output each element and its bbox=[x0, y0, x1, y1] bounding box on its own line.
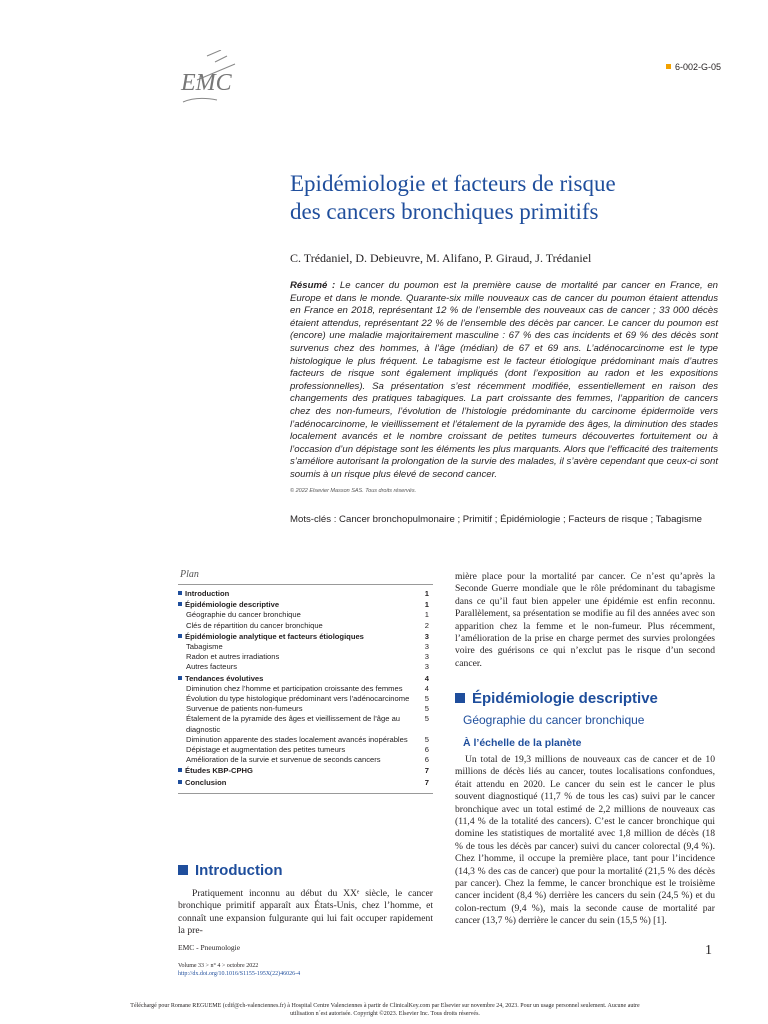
plan-bullet-icon bbox=[178, 591, 182, 595]
introduction-heading-text: Introduction bbox=[195, 862, 283, 879]
plan-entry-label: Géographie du cancer bronchique bbox=[186, 610, 301, 620]
document-number bbox=[666, 62, 721, 72]
copyright: © 2022 Elsevier Masson SAS. Tous droits réservés. bbox=[290, 488, 417, 494]
plan-entry-label: Clés de répartition du cancer bronchique bbox=[186, 620, 323, 630]
plan-entry-label: Introduction bbox=[185, 589, 230, 598]
footer-journal: EMC - Pneumologie bbox=[178, 943, 241, 952]
plan-entry[interactable] bbox=[178, 662, 433, 672]
plan-entry-label: Tabagisme bbox=[186, 642, 223, 652]
plan-divider bbox=[178, 584, 433, 585]
plan-entry-page: 1 bbox=[424, 589, 429, 598]
plan-divider-bottom bbox=[178, 793, 433, 794]
plan-entry[interactable] bbox=[178, 745, 433, 755]
plan-entry-page: 6 bbox=[424, 755, 429, 765]
plan-box bbox=[178, 569, 433, 794]
plan-entry-label: Survenue de patients non-fumeurs bbox=[186, 704, 303, 714]
footer-volume-text: Volume 33 > n° 4 > octobre 2022 bbox=[178, 963, 259, 969]
logo-text: EMC bbox=[181, 70, 232, 96]
plan-entry-label: Épidémiologie descriptive bbox=[185, 600, 280, 610]
keywords-text: Cancer bronchopulmonaire ; Primitif ; Épidémiologie ; Facteurs de risque ; Tabagisme bbox=[336, 514, 703, 525]
plan-entry[interactable] bbox=[178, 778, 433, 788]
plan-entry-label: Épidémiologie analytique et facteurs étiologiques bbox=[185, 631, 364, 641]
plan-entry-page: 5 bbox=[424, 704, 429, 714]
plan-entry-label: Dépistage et augmentation des petites tumeurs bbox=[186, 745, 346, 755]
plan-entry-label: Études KBP-CPHG bbox=[185, 766, 253, 776]
plan-entry[interactable] bbox=[178, 694, 433, 704]
emc-logo bbox=[177, 50, 239, 110]
plan-entry-label: Amélioration de la survie et survenue de seconds cancers bbox=[186, 755, 381, 765]
plan-entry-label: Radon et autres irradiations bbox=[186, 652, 280, 662]
plan-entry[interactable] bbox=[178, 610, 433, 620]
right-column-body bbox=[455, 754, 715, 928]
plan-entry-page: 5 bbox=[424, 714, 429, 724]
plan-entry-label: Tendances évolutives bbox=[185, 673, 264, 683]
plan-entry[interactable] bbox=[178, 632, 433, 642]
introduction-paragraph: Pratiquement inconnu au début du XXᵉ siècle, le cancer bronchique primitif apparaît aux États-Unis, chez l’homme, et connaît une expansion fulgurante qui lui fait occuper rapidement la pre- bbox=[178, 888, 433, 937]
subsection-heading: Géographie du cancer bronchique bbox=[463, 713, 645, 727]
plan-entry[interactable] bbox=[178, 714, 433, 734]
heading-square-icon bbox=[455, 693, 465, 703]
plan-entry-page: 3 bbox=[424, 662, 429, 672]
plan-entry[interactable] bbox=[178, 642, 433, 652]
plan-entry-page: 4 bbox=[424, 683, 429, 693]
abstract-label: Résumé : bbox=[290, 280, 336, 291]
section-heading-text: Épidémiologie descriptive bbox=[472, 690, 658, 707]
abstract-text: Le cancer du poumon est la première cause de mortalité par cancer en France, en Europe et dans le monde. Quarante-six mille nouveaux cas de cancer du poumon étaient attendus en France en 2018, représentant 12 % de l’ensemble des nouveaux cas de cancer ; 33 000 décès étaient attendus, représentant 22 % de l’ensemble des décès par cancer. Le cancer du poumon est (encore) une maladie majoritairement masculine : 67 % des cas incidents et 69 % des décès sont survenus chez des hommes, à l’âge (médian) de 67 et 69 ans. L’adénocarcinome est le type histologique le plus fréquent. Le tabagisme est le facteur étiologique prédominant mais d’autres facteurs de risque sont également impliqués (dont l’exposition au radon et les expositions professionnelles). Sa présentation s’est récemment modifiée, essentiellement en raison des changements des pratiques tabagiques. La part croissante des femmes, l’apparition de cancers chez des non-fumeurs, l’évolution de l’histologie prédominante du carcinome épidermoïde vers l’adénocarcinome, le vieillissement et l’étalement de la pyramide des âges, la diminution des stades localement avancés et le nombre croissant de petites tumeurs découvertes fortuitement ou à l’occasion d’un dépistage sont les éléments les plus marquants. Alors que l’efficacité des traitements s’améliore autorisant la prolongation de la survie des malades, il s’avère cependant que ceux-ci sont soumis à un risque plus élevé de second cancer. bbox=[290, 280, 719, 480]
plan-entry-label: Évolution du type histologique prédominant vers l’adénocarcinome bbox=[186, 694, 410, 704]
plan-entry-label: Étalement de la pyramide des âges et vieillissement de l’âge au diagnostic bbox=[186, 714, 401, 734]
plan-entry[interactable] bbox=[178, 674, 433, 684]
plan-entry-page: 5 bbox=[424, 694, 429, 704]
plan-entry-page: 2 bbox=[424, 620, 429, 630]
plan-entry[interactable] bbox=[178, 766, 433, 776]
plan-entry[interactable] bbox=[178, 755, 433, 765]
keywords bbox=[290, 514, 718, 525]
authors: C. Trédaniel, D. Debieuvre, M. Alifano, P. Giraud, J. Trédaniel bbox=[290, 251, 592, 265]
plan-entry-label: Autres facteurs bbox=[186, 662, 238, 672]
subsubsection-heading: À l’échelle de la planète bbox=[463, 737, 582, 749]
plan-entry-page: 5 bbox=[424, 734, 429, 744]
keywords-label: Mots-clés : bbox=[290, 514, 337, 525]
plan-title: Plan bbox=[180, 569, 199, 580]
plan-entry-page: 3 bbox=[424, 652, 429, 662]
plan-bullet-icon bbox=[178, 634, 182, 638]
plan-entry-page: 7 bbox=[424, 766, 429, 776]
page-number: 1 bbox=[705, 943, 712, 958]
doc-marker-icon bbox=[666, 64, 671, 69]
plan-entry[interactable] bbox=[178, 652, 433, 662]
plan-bullet-icon bbox=[178, 602, 182, 606]
article-title bbox=[290, 170, 710, 226]
plan-entry-page: 7 bbox=[424, 777, 429, 787]
plan-entry-page: 1 bbox=[424, 610, 429, 620]
abstract bbox=[290, 280, 718, 482]
plan-entry[interactable] bbox=[178, 621, 433, 631]
plan-entry-page: 1 bbox=[424, 600, 429, 610]
introduction-text bbox=[178, 888, 433, 938]
plan-entry[interactable] bbox=[178, 684, 433, 694]
plan-bullet-icon bbox=[178, 780, 182, 784]
download-notice: Téléchargé pour Romane REGUEME (cdif@ch-valenciennes.fr) à Hospital Centre Valenciennes à partir de ClinicalKey.com par Elsevier sur novembre 24, 2023. Pour un usage personnel seulement. Aucune autre utilisation n´est autorisée. Copyright ©2023. Elsevier Inc. Tous droits réservés. bbox=[130, 1003, 640, 1017]
section-heading-epidemiologie bbox=[455, 690, 658, 707]
plan-bullet-icon bbox=[178, 676, 182, 680]
plan-entry-page: 3 bbox=[424, 642, 429, 652]
introduction-heading bbox=[178, 862, 282, 879]
plan-entry-label: Conclusion bbox=[185, 777, 227, 787]
heading-square-icon bbox=[178, 865, 188, 875]
doi-link[interactable]: http://dx.doi.org/10.1016/S1155-195X(22)46026-4 bbox=[178, 971, 301, 977]
plan-bullet-icon bbox=[178, 768, 182, 772]
plan-list bbox=[178, 589, 433, 788]
footer-volume bbox=[178, 962, 300, 978]
plan-entry-label: Diminution apparente des stades localement avancés inopérables bbox=[186, 734, 408, 744]
title-line-2: des cancers bronchiques primitifs bbox=[290, 199, 599, 224]
title-line-1: Epidémiologie et facteurs de risque bbox=[290, 171, 616, 196]
plan-entry[interactable] bbox=[178, 735, 433, 745]
plan-entry[interactable] bbox=[178, 704, 433, 714]
doc-number-text: 6-002-G-05 bbox=[675, 62, 722, 72]
plan-entry-label: Diminution chez l’homme et participation croissante des femmes bbox=[186, 683, 403, 693]
plan-entry[interactable] bbox=[178, 589, 433, 599]
plan-entry-page: 4 bbox=[424, 673, 429, 683]
plan-entry[interactable] bbox=[178, 600, 433, 610]
plan-entry-page: 3 bbox=[424, 631, 429, 641]
plan-entry-page: 6 bbox=[424, 745, 429, 755]
right-column-continuation: mière place pour la mortalité par cancer. Ce n’est qu’après la Seconde Guerre mondiale que le rôle prédominant du tabagisme dans ce qu’il faut bien appeler une épidémie est enfin reconnu. Parallèlement, sa présentation se modifie au fil des années avec son apparition chez la femme et le non-fumeur. Plus récemment, l’amélioration de la prise en charge permet des survies prolongées voire des guérisons ce qui n’exclut pas le risque d’un second cancer. bbox=[455, 571, 715, 669]
right-column-paragraph: Un total de 19,3 millions de nouveaux cas de cancer et de 10 millions de décès liés au cancer, toutes localisations confondues, était attendu en 2020. Le cancer du sein est le cancer le plus souvent diagnostiqué (11,7 % de tous les cas) suivi par le cancer bronchique avec un total estimé de 2,2 millions de nouveaux cas (11,4 % de la totalité des cancers). C’est le cancer bronchique qui domine les statistiques de mortalité avec 1,8 million de décès (18 % de tous les décès par cancer) suivi du cancer colorectal (9,4 %). Chez l’homme, il occupe la première place, tant pour l’incidence (14,3 % des cas de cancer) que pour la mortalité (21,5 % des décès par cancer). Chez la femme, le cancer bronchique est le troisième cancer incident (8,4 %) derrière les cancers du sein (24,5 %) et du colon-rectum (9,4 %), mais la seconde cause de mortalité par cancer (13,7 %) derrière le cancer du sein (15,5 %) [1]. bbox=[455, 754, 715, 927]
